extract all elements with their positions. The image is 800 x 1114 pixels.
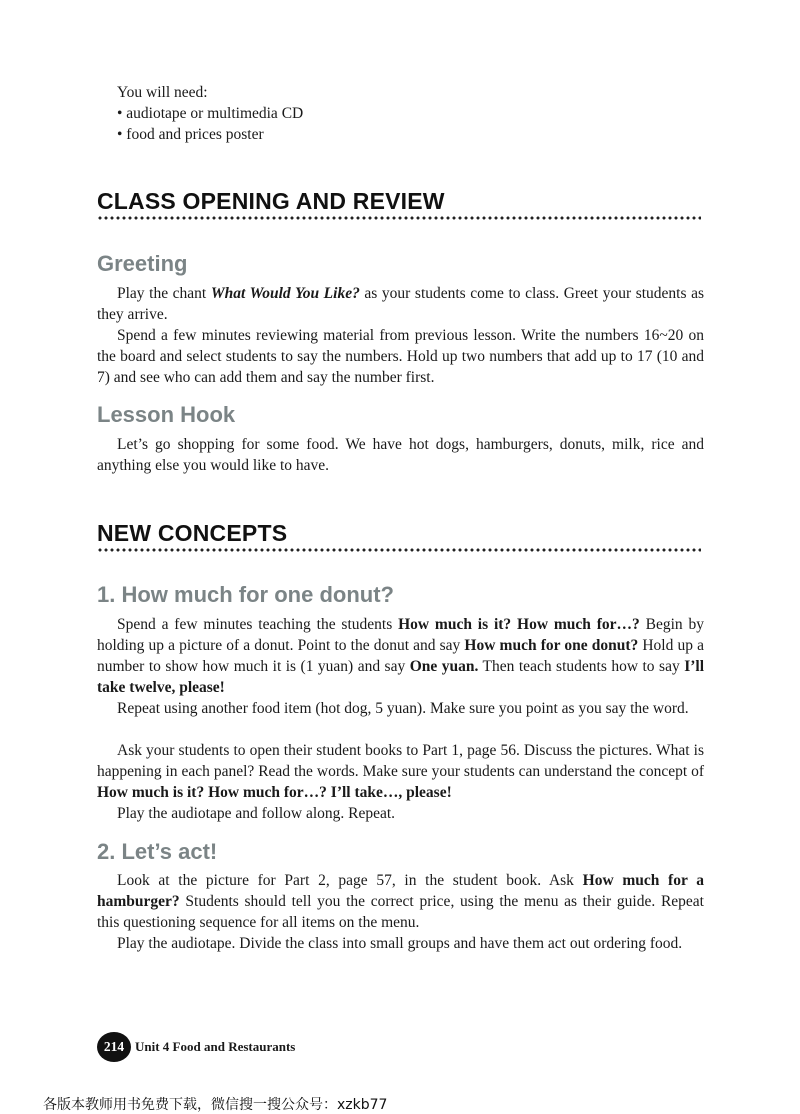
unit-label: Unit 4 Food and Restaurants [135,1039,296,1054]
dotted-rule [97,548,701,552]
section-title: CLASS OPENING AND REVIEW [97,188,445,214]
part1-paragraph-3: Ask your students to open their student books to Part 1, page 56. Discuss the pictures. What is happening in each panel? Read the words. Make sure your students can understand the concept of How much is it? How much for…? I’ll take…, please! [97,742,704,801]
lesson-hook-heading: Lesson Hook [97,402,236,427]
materials-list [117,82,303,145]
part1-paragraph-1: Spend a few minutes teaching the students How much is it? How much for…? Begin by holding up a picture of a donut. Point to the donut and say How much for one donut? Hold up a number to show how much it is (1 yuan) and say One yuan. Then teach students how to say I’ll take twelve, please! [97,616,704,696]
chant-title: What Would You Like? [210,285,360,302]
part2-paragraph-1: Look at the picture for Part 2, page 57, in the student book. Ask How much for a hamburger? Students should tell you the correct price, using the menu as their guide. Repeat this questioning sequence for all items on the menu. [97,872,705,931]
materials-item: • audiotape or multimedia CD [117,105,304,122]
greeting-paragraph-2: Spend a few minutes reviewing material from previous lesson. Write the numbers 16~20 on the board and select students to say the numbers. Hold up two numbers that add up to 17 (10 and 7) and see who can add them and say the number first. [97,327,704,386]
greeting-paragraph-1: Play the chant What Would You Like? as your students come to class. Greet your students as they arrive. [97,285,705,323]
section-title: NEW CONCEPTS [97,520,288,546]
download-watermark: 各版本教师用书免费下载，微信搜一搜公众号：xzkb77 [43,1097,388,1113]
page-footer [97,1032,295,1062]
part1-paragraph-4: Play the audiotape and follow along. Repeat. [117,805,396,822]
part1-heading: 1. How much for one donut? [97,582,394,607]
section-class-opening [97,188,701,220]
materials-item: • food and prices poster [117,126,264,143]
part2-heading: 2. Let’s act! [97,839,218,864]
section-new-concepts [97,520,701,552]
part1-paragraph-2: Repeat using another food item (hot dog, 5 yuan). Make sure you point as you say the word. [117,700,689,717]
greeting-heading: Greeting [97,251,188,276]
dotted-rule [97,216,701,220]
part2-paragraph-2: Play the audiotape. Divide the class into small groups and have them act out ordering food. [117,935,683,952]
page-number-badge: 214 [97,1032,131,1062]
lesson-hook-paragraph: Let’s go shopping for some food. We have hot dogs, hamburgers, donuts, milk, rice and anything else you would like to have. [97,436,704,474]
materials-intro: You will need: [117,84,208,101]
